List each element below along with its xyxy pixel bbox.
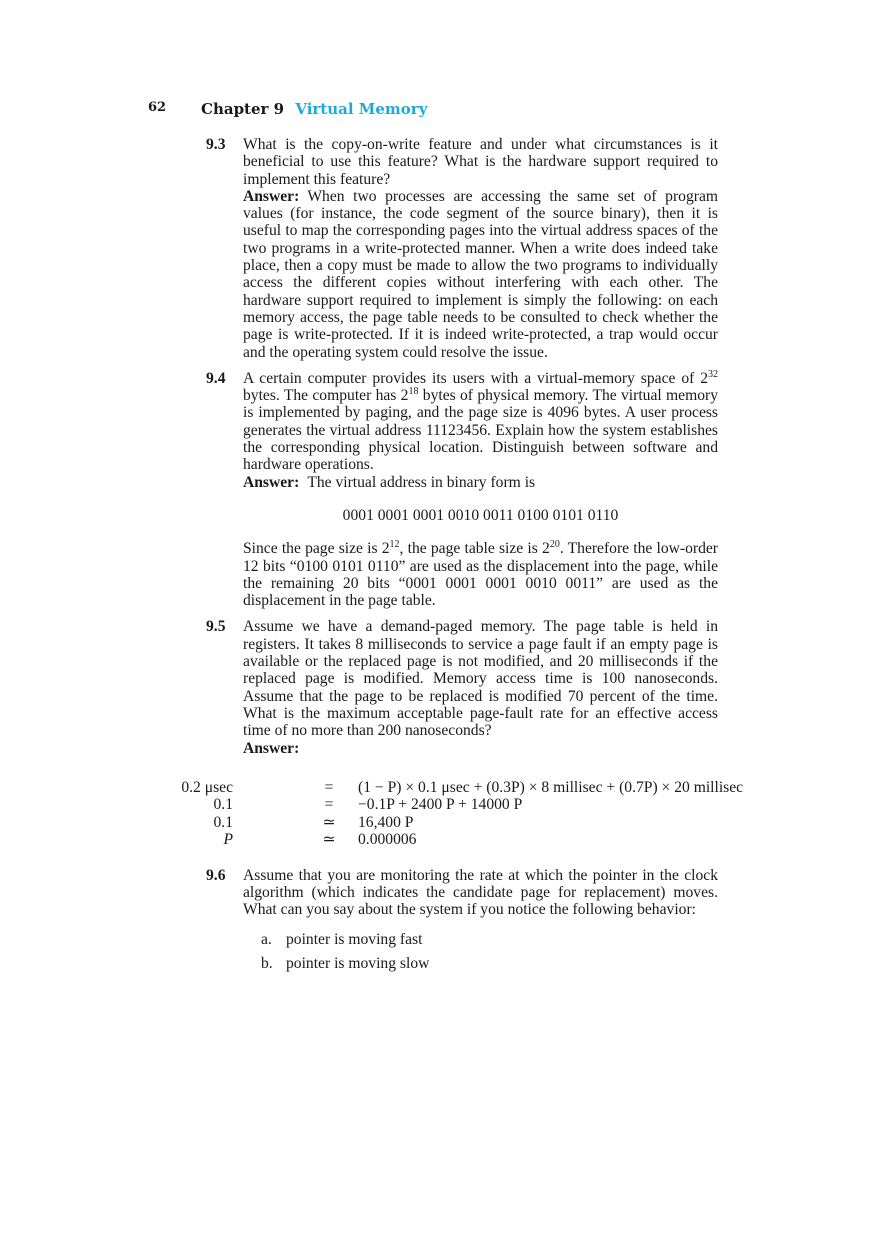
exercise-number: 9.4 [206, 369, 226, 387]
chapter-label: Chapter 9 [201, 100, 285, 118]
answer-paragraph [243, 188, 718, 361]
equation-array [181, 778, 803, 849]
list-marker: a. [261, 930, 272, 948]
chapter-heading [201, 100, 427, 118]
equation-rhs: −0.1P + 2400 P + 14000 P [358, 796, 523, 814]
answer-part: Since the page size is 2 [243, 540, 390, 558]
page-number: 62 [148, 100, 167, 115]
answer-text: When two processes are accessing the same set of program values (for instance, the code segment of the source binary), then it is useful to map the corresponding pages into the virtual address spaces of the two programs in a write-protected manner. When a write does indeed take place, then a copy must be made to allow the two programs to individually access the different copies without interfering with each other. The hardware support required to implement is simply the following: on each memory access, the page table needs to be consulted to check whether the page is write-protected. If it is indeed write-protected, a trap would occur and the operating system could resolve the issue. [243, 187, 718, 361]
equation-lhs: 0.1 [213, 796, 233, 814]
equation-relation: = [324, 778, 334, 796]
behavior-list [243, 931, 718, 973]
question-part: bytes. The computer has 2 [243, 387, 409, 405]
question-text [243, 370, 718, 474]
equation-lhs: P [223, 831, 233, 849]
equation-row [181, 778, 803, 797]
equation-lhs: 0.1 [213, 813, 233, 831]
exponent: 20 [549, 539, 560, 551]
exercise-number: 9.5 [206, 618, 226, 636]
equation-rhs: (1 − P) × 0.1 μsec + (0.3P) × 8 millisec + (0.7P) × 20 millisec [358, 778, 744, 796]
answer-part: . Therefore the low-order 12 bits “0100 0101 0110” are used as the displacement into the page, while the remaining 20 bits “0001 0001 0001 0010 0011” are used as the displacement in the page table. [243, 540, 718, 610]
equation-rhs: 0.000006 [358, 831, 417, 849]
list-item [243, 931, 718, 948]
answer-label: Answer: [243, 739, 300, 757]
answer-paragraph [243, 474, 718, 491]
exercise-9-3 [206, 136, 718, 361]
list-item [243, 955, 718, 972]
answer-label: Answer: [243, 187, 300, 205]
equation-relation: ≃ [322, 831, 336, 849]
equation-lhs: 0.2 μsec [181, 778, 233, 796]
question-text: Assume we have a demand-paged memory. The page table is held in registers. It takes 8 milliseconds to service a page fault if an empty page is available or the replaced page is not modified, and 20 milliseconds if the replaced page is modified. Memory access time is 100 nanoseconds. Assume that the page to be replaced is modified 70 percent of the time. What is the maximum acceptable page-fault rate for an effective access time of no more than 200 nanoseconds? [243, 618, 718, 740]
exercise-9-5 [181, 618, 744, 849]
exercise-content [181, 136, 744, 981]
answer-paragraph [243, 740, 718, 757]
exponent: 32 [708, 368, 718, 380]
exponent: 18 [408, 386, 419, 398]
equation-relation: = [324, 796, 334, 814]
question-part: bytes of physical memory. The virtual memory is implemented by paging, and the page size is 4096 bytes. A user process generates the virtual address 11123456. Explain how the system establishes the corresponding physical location. Distinguish between software and hardware operations. [243, 387, 718, 474]
answer-part: , the page table size is 2 [399, 540, 550, 558]
answer-text: The virtual address in binary form is [307, 473, 536, 491]
binary-address: 0001 0001 0001 0010 0011 0100 0101 0110 [342, 506, 619, 524]
equation-row [213, 813, 803, 832]
question-text: What is the copy-on-write feature and under what circumstances is it beneficial to use this feature? What is the hardware support required to implement this feature? [243, 136, 718, 188]
chapter-title: Virtual Memory [295, 100, 428, 118]
question-text: Assume that you are monitoring the rate at which the pointer in the clock algorithm (which indicates the candidate page for replacement) moves. What can you say about the system if you notice the following behavior: [243, 866, 718, 919]
equation-relation: ≃ [322, 813, 336, 831]
answer-label: Answer: [243, 473, 300, 491]
exercise-number: 9.3 [206, 136, 226, 153]
exponent: 12 [389, 539, 400, 551]
exercise-number: 9.6 [206, 866, 226, 884]
exercise-9-4 [206, 370, 718, 610]
equation-row [213, 796, 803, 814]
question-part: A certain computer provides its users with a virtual-memory space of 2 [243, 369, 708, 387]
exercise-9-6 [206, 867, 718, 972]
equation-row [223, 831, 803, 849]
list-item-text: pointer is moving slow [286, 954, 430, 972]
list-item-text: pointer is moving fast [286, 930, 423, 948]
list-marker: b. [261, 954, 273, 972]
answer-followup [243, 540, 718, 609]
equation-rhs: 16,400 P [358, 813, 414, 831]
